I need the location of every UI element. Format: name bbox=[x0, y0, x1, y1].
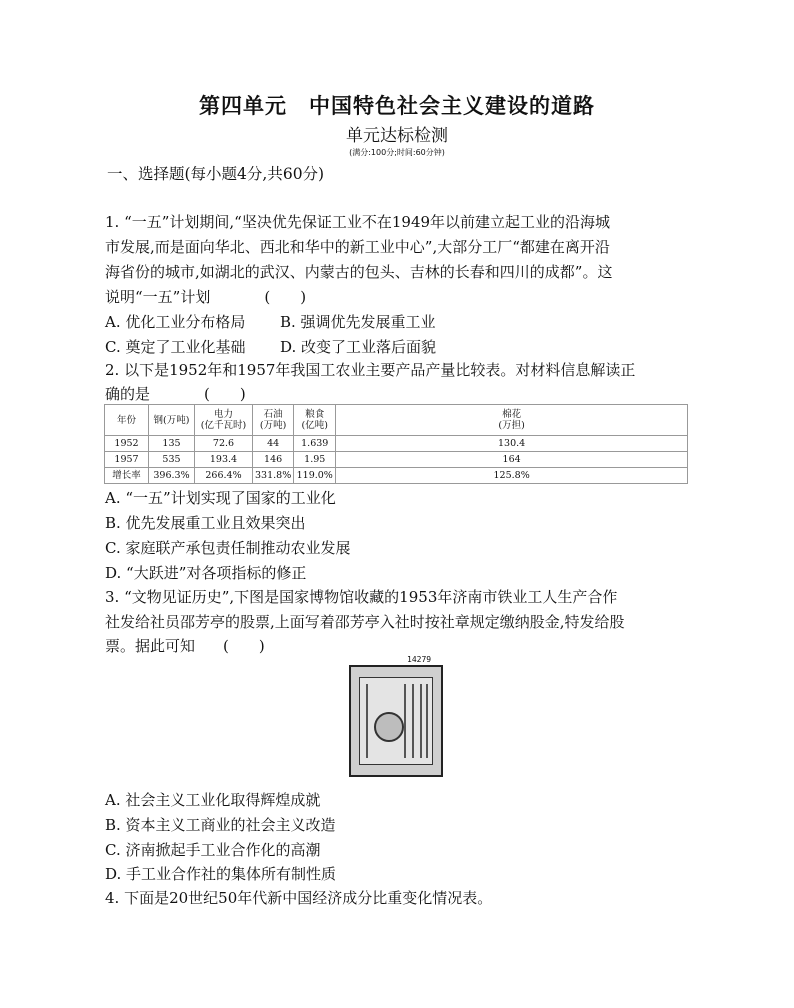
table-cell: 44 bbox=[253, 436, 294, 452]
q2-option-b: B. 优先发展重工业且效果突出 bbox=[105, 514, 306, 532]
production-table bbox=[104, 404, 688, 484]
q1-line-3: 海省份的城市,如湖北的武汉、内蒙古的包头、吉林的长春和四川的成都”。这 bbox=[105, 263, 613, 281]
table-header-row bbox=[105, 405, 688, 436]
table-cell: 193.4 bbox=[195, 452, 253, 468]
q3-stem-end: 票。据此可知 bbox=[105, 637, 196, 655]
table-row bbox=[105, 452, 688, 468]
section-heading: 一、选择题(每小题4分,共60分) bbox=[107, 165, 325, 183]
header-oil: 石油 (万吨) bbox=[253, 405, 294, 436]
q3-answer-paren: ( ) bbox=[223, 637, 265, 655]
table-cell: 119.0% bbox=[294, 468, 336, 484]
score-time-note: (满分:100分;时间:60分钟) bbox=[349, 148, 445, 157]
table-cell: 1957 bbox=[105, 452, 149, 468]
q2-option-d: D. “大跃进”对各项指标的修正 bbox=[105, 564, 307, 582]
share-certificate-image bbox=[349, 655, 443, 777]
table-cell: 396.3% bbox=[149, 468, 195, 484]
q1-stem-end: 说明“一五”计划 bbox=[105, 288, 211, 306]
q2-option-a: A. “一五”计划实现了国家的工业化 bbox=[105, 489, 336, 507]
table-cell: 1.639 bbox=[294, 436, 336, 452]
q1-answer-paren: ( ) bbox=[264, 288, 307, 306]
q1-line-1: 1. “一五”计划期间,“坚决优先保证工业不在1949年以前建立起工业的沿海城 bbox=[105, 213, 611, 231]
header-year: 年份 bbox=[105, 405, 149, 436]
certificate-number: 14279 bbox=[407, 655, 432, 664]
q1-option-a: A. 优化工业分布格局 bbox=[105, 313, 246, 331]
seal-icon bbox=[374, 712, 404, 742]
q1-option-d: D. 改变了工业落后面貌 bbox=[280, 338, 437, 356]
table-cell: 331.8% bbox=[253, 468, 294, 484]
table-cell: 1952 bbox=[105, 436, 149, 452]
table-cell: 1.95 bbox=[294, 452, 336, 468]
table-cell: 125.8% bbox=[336, 468, 688, 484]
q1-line-2: 市发展,而是面向华北、西北和华中的新工业中心”,大部分工厂“都建在离开沿 bbox=[105, 238, 610, 256]
q3-option-c: C. 济南掀起手工业合作化的高潮 bbox=[105, 841, 321, 859]
header-power: 电力 (亿千瓦时) bbox=[195, 405, 253, 436]
q2-option-c: C. 家庭联产承包责任制推动农业发展 bbox=[105, 539, 351, 557]
table-cell: 266.4% bbox=[195, 468, 253, 484]
unit-title: 第四单元 中国特色社会主义建设的道路 bbox=[199, 94, 595, 118]
header-cotton: 棉花 (万担) bbox=[336, 405, 688, 436]
table-cell: 135 bbox=[149, 436, 195, 452]
q4-line-1: 4. 下面是20世纪50年代新中国经济成分比重变化情况表。 bbox=[105, 889, 493, 907]
table-cell: 164 bbox=[336, 452, 688, 468]
table-cell: 146 bbox=[253, 452, 294, 468]
table-cell: 130.4 bbox=[336, 436, 688, 452]
header-steel: 钢(万吨) bbox=[149, 405, 195, 436]
q1-option-c: C. 奠定了工业化基础 bbox=[105, 338, 246, 356]
q3-line-2: 社发给社员邵芳亭的股票,上面写着邵芳亭入社时按社章规定缴纳股金,特发给股 bbox=[105, 613, 625, 631]
table-cell: 72.6 bbox=[195, 436, 253, 452]
q2-answer-paren: ( ) bbox=[204, 385, 246, 403]
q2-line-1: 2. 以下是1952年和1957年我国工农业主要产品产量比较表。对材料信息解读正 bbox=[105, 361, 636, 379]
q3-option-d: D. 手工业合作社的集体所有制性质 bbox=[105, 865, 337, 883]
q3-line-3 bbox=[105, 634, 265, 658]
unit-subtitle: 单元达标检测 bbox=[346, 126, 448, 146]
q2-stem-end: 确的是 bbox=[105, 385, 151, 403]
header-grain: 粮食 (亿吨) bbox=[294, 405, 336, 436]
table-row bbox=[105, 468, 688, 484]
q3-line-1: 3. “文物见证历史”,下图是国家博物馆收藏的1953年济南市铁业工人生产合作 bbox=[105, 588, 618, 606]
q1-line-4 bbox=[105, 285, 306, 309]
q3-option-b: B. 资本主义工商业的社会主义改造 bbox=[105, 816, 336, 834]
table-row bbox=[105, 436, 688, 452]
table-cell: 增长率 bbox=[105, 468, 149, 484]
q3-option-a: A. 社会主义工业化取得辉煌成就 bbox=[105, 791, 321, 809]
q1-option-b: B. 强调优先发展重工业 bbox=[280, 313, 436, 331]
table-cell: 535 bbox=[149, 452, 195, 468]
q2-line-2 bbox=[105, 382, 246, 406]
